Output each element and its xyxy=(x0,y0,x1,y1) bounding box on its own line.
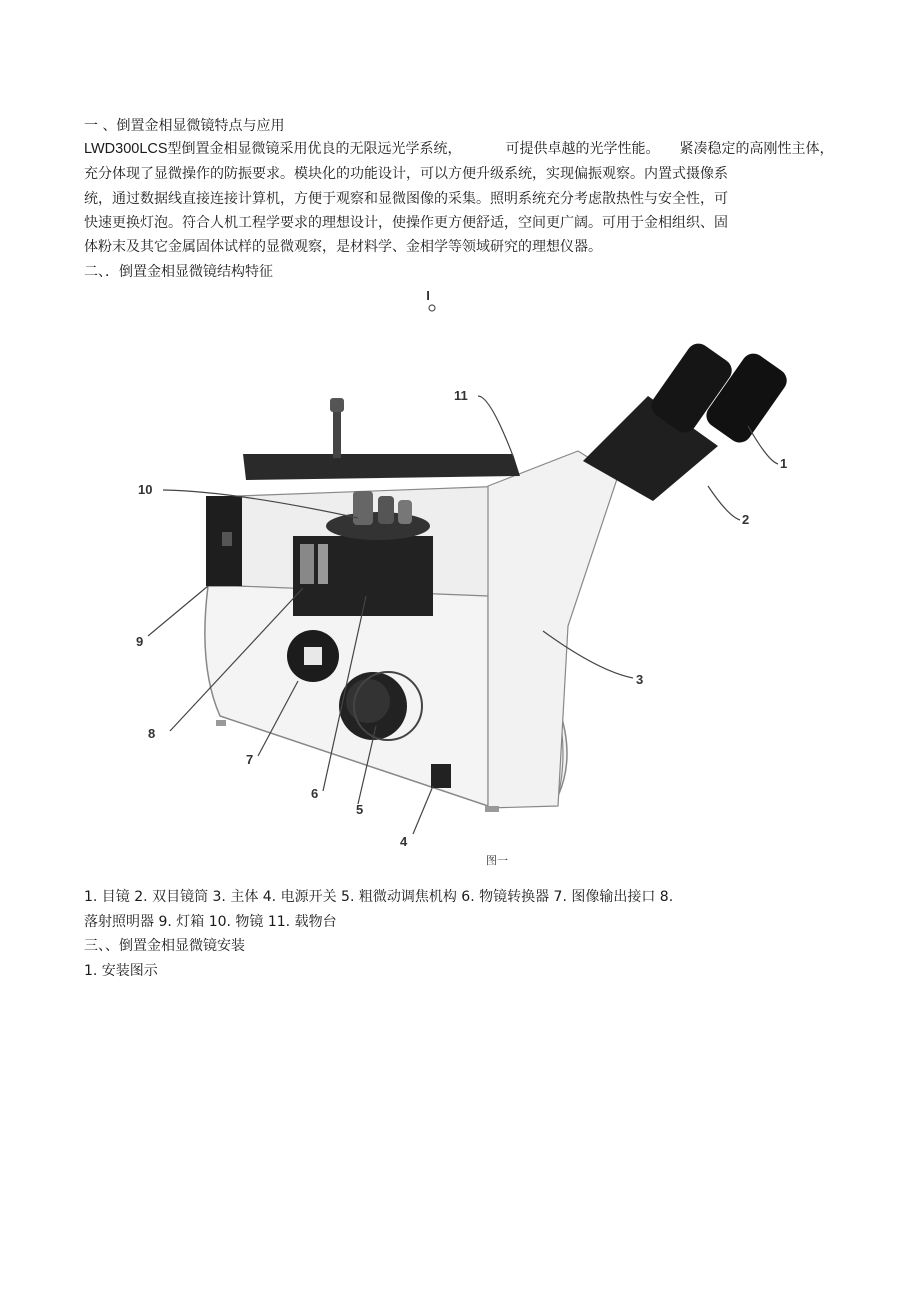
figure-caption: 图一 xyxy=(486,854,508,867)
legend-line-1: 1. 目镜 2. 双目镜筒 3. 主体 4. 电源开关 5. 粗微动调焦机构 6. 物镜转换器 7. 图像输出接口 8. xyxy=(84,889,674,905)
section-1-line-2: 充分体现了显微操作的防振要求。模块化的功能设计，可以方便升级系统，实现偏振观察。内置式摄像系 xyxy=(84,166,728,182)
callout-2: 2 xyxy=(742,512,750,527)
callout-9: 9 xyxy=(136,634,144,649)
stage xyxy=(243,454,520,480)
legend-line-2: 落射照明器 9. 灯箱 10. 物镜 11. 载物台 xyxy=(84,914,337,930)
callout-11: 11 xyxy=(454,388,468,403)
section-1-line-1-b: 可提供卓越的光学性能。 xyxy=(505,141,660,157)
callout-1: 1 xyxy=(780,456,788,471)
section-1-line-1-a: 型倒置金相显微镜采用优良的无限远光学系统， xyxy=(167,141,462,157)
callout-5: 5 xyxy=(356,802,364,817)
microscope-illustration xyxy=(128,286,818,876)
section-3-item-1: 1. 安装图示 xyxy=(84,963,158,979)
tube-column xyxy=(488,451,618,808)
callout-7: 7 xyxy=(246,752,254,767)
callout-8: 8 xyxy=(148,726,156,741)
power-switch xyxy=(431,764,451,788)
section-1-line-5: 体粉末及其它金属固体试样的显微观察，是材料学、金相学等领域研究的理想仪器。 xyxy=(84,239,602,255)
figure-top-mark: I xyxy=(426,288,430,303)
section-1-title: 一 、倒置金相显微镜特点与应用 xyxy=(84,118,285,134)
section-3-title: 三、、倒置金相显微镜安装 xyxy=(84,938,245,954)
callout-4: 4 xyxy=(400,834,408,849)
section-1-line-1 xyxy=(84,139,834,159)
section-1-line-3: 统，通过数据线直接连接计算机，方便于观察和显微图像的采集。照明系统充分考虑散热性与安全性，可 xyxy=(84,191,728,207)
callout-10: 10 xyxy=(138,482,153,497)
section-1-line-4: 快速更换灯泡。符合人机工程学要求的理想设计，使操作更方便舒适，空间更广阔。可用于金相组织、固 xyxy=(84,215,728,231)
microscope-figure xyxy=(128,286,818,876)
section-1-line-1-c: 紧凑稳定的高刚性主体， xyxy=(679,141,834,157)
model-number: LWD300LCS xyxy=(84,141,168,157)
callout-3: 3 xyxy=(636,672,644,687)
section-2-title: 二、．倒置金相显微镜结构特征 xyxy=(84,264,273,280)
callout-6: 6 xyxy=(311,786,319,801)
